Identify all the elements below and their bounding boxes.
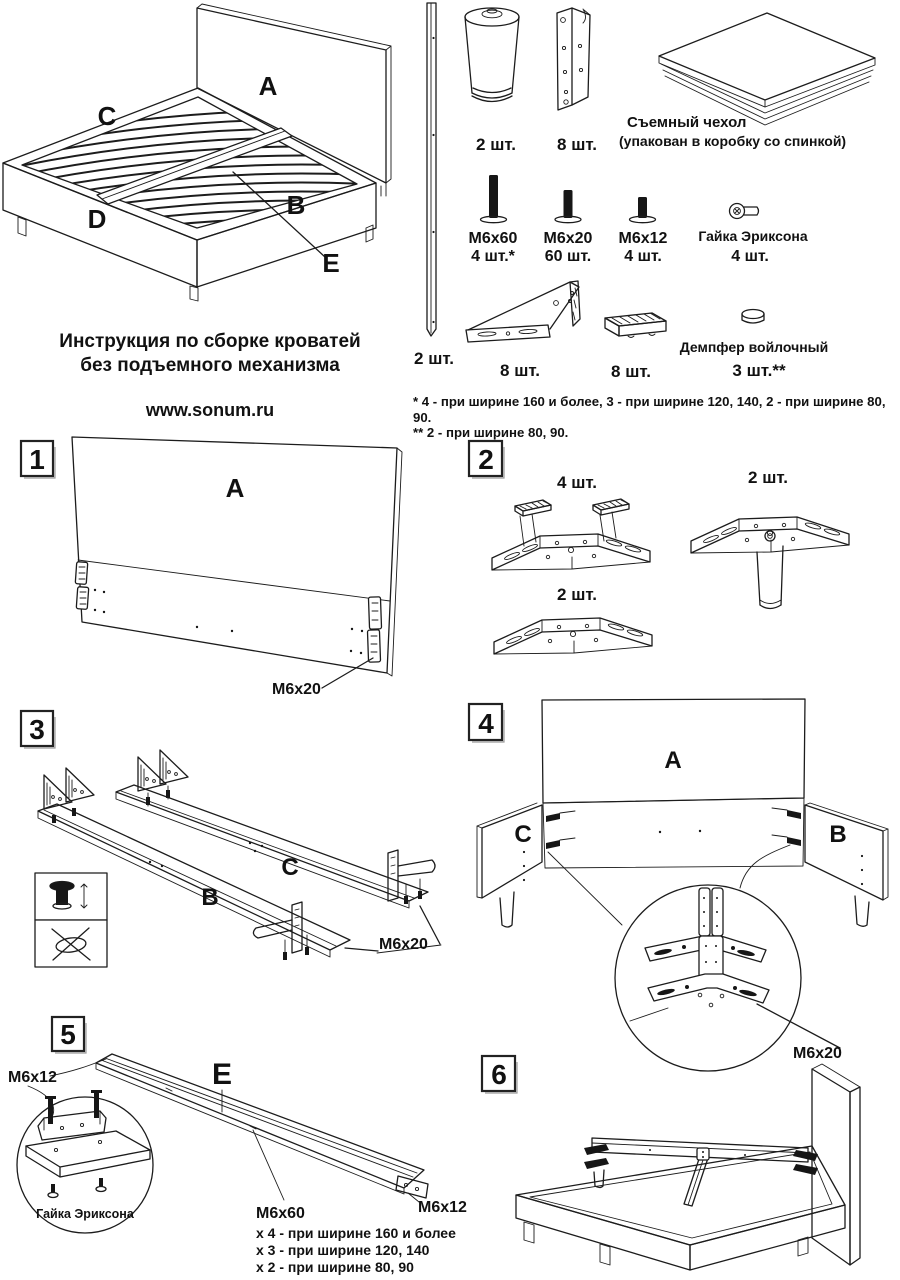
step3-number: 3: [29, 714, 45, 745]
footnote-1: * 4 - при ширине 160 и более, 3 - при ширине 120, 140, 2 - при ширине 80, 90.: [413, 394, 886, 425]
step4-label-b: B: [829, 821, 847, 848]
cover-name: Съемный чехол: [627, 114, 747, 131]
step6-frame: [516, 1146, 845, 1270]
step2-qty-pads: 4 шт.: [557, 473, 597, 492]
step5-m6x60-line1: x 4 - при ширине 160 и более: [256, 1225, 456, 1241]
step6-left-brackets: [584, 1144, 609, 1188]
step2-qty-legs: 2 шт.: [748, 468, 788, 487]
overview-label-c: C: [97, 101, 117, 131]
step5-bolt-left-label: M6x12: [8, 1069, 57, 1086]
step2-qty-plates: 2 шт.: [557, 585, 597, 604]
pad-qty: 8 шт.: [611, 362, 651, 381]
step1-number: 1: [29, 444, 45, 475]
step5-label-e: E: [211, 1058, 233, 1091]
website-url: www.sonum.ru: [145, 400, 275, 420]
bolt-m6x20-qty: 60 шт.: [544, 248, 592, 265]
flat-bar-qty: 2 шт.: [414, 349, 454, 368]
step4-number: 4: [478, 708, 494, 739]
leg-qty: 2 шт.: [476, 135, 516, 154]
step3-label-b: B: [201, 884, 219, 911]
step5-nut-label: Гайка Эриксона: [36, 1207, 134, 1221]
overview-label-a: A: [258, 71, 278, 101]
step5-bolt-right-label: M6x12: [418, 1199, 467, 1216]
step5-m6x60-title: M6x60: [256, 1205, 305, 1222]
page-title-line1: Инструкция по сборке кроватей: [59, 331, 361, 352]
erikson-nut-name: Гайка Эриксона: [698, 228, 808, 244]
page-title-line2: без подъемного механизма: [80, 355, 340, 376]
bolt-m6x60-qty: 4 шт.*: [471, 248, 515, 265]
corner-plate-qty: 8 шт.: [500, 361, 540, 380]
step1-label-a: A: [225, 473, 245, 503]
bolt-m6x20-name: М6х20: [543, 230, 593, 247]
step1-bolt-label: M6x20: [272, 681, 321, 698]
step2-number: 2: [478, 444, 494, 475]
overview-label-b: B: [286, 190, 306, 220]
bolt-m6x12-name: М6х12: [618, 230, 668, 247]
step3-label-c: C: [281, 854, 299, 881]
angle-bracket-qty: 8 шт.: [557, 135, 597, 154]
step4-bolt-label: M6x20: [793, 1045, 842, 1062]
erikson-nut-qty: 4 шт.: [731, 248, 769, 265]
cover-note: (упакован в коробку со спинкой): [619, 133, 847, 149]
overview-label-d: D: [87, 204, 107, 234]
bolt-m6x12-qty: 4 шт.: [624, 248, 662, 265]
step4-label-a: A: [664, 747, 682, 774]
step5-m6x60-line2: x 3 - при ширине 120, 140: [256, 1242, 430, 1258]
bolt-m6x60-name: М6х60: [468, 230, 518, 247]
overview-label-e: E: [322, 248, 340, 278]
step6-back-rail-assembly: [584, 1138, 818, 1206]
step3-bolt-label: M6x20: [379, 936, 428, 953]
step5-number: 5: [60, 1019, 76, 1050]
step5-m6x60-line3: x 2 - при ширине 80, 90: [256, 1259, 414, 1275]
step4-label-c: C: [514, 821, 532, 848]
footnote-2: ** 2 - при ширине 80, 90.: [413, 425, 569, 440]
felt-damper-qty: 3 шт.**: [732, 361, 786, 380]
felt-damper-name: Демпфер войлочный: [679, 339, 829, 355]
step6-number: 6: [491, 1059, 507, 1090]
